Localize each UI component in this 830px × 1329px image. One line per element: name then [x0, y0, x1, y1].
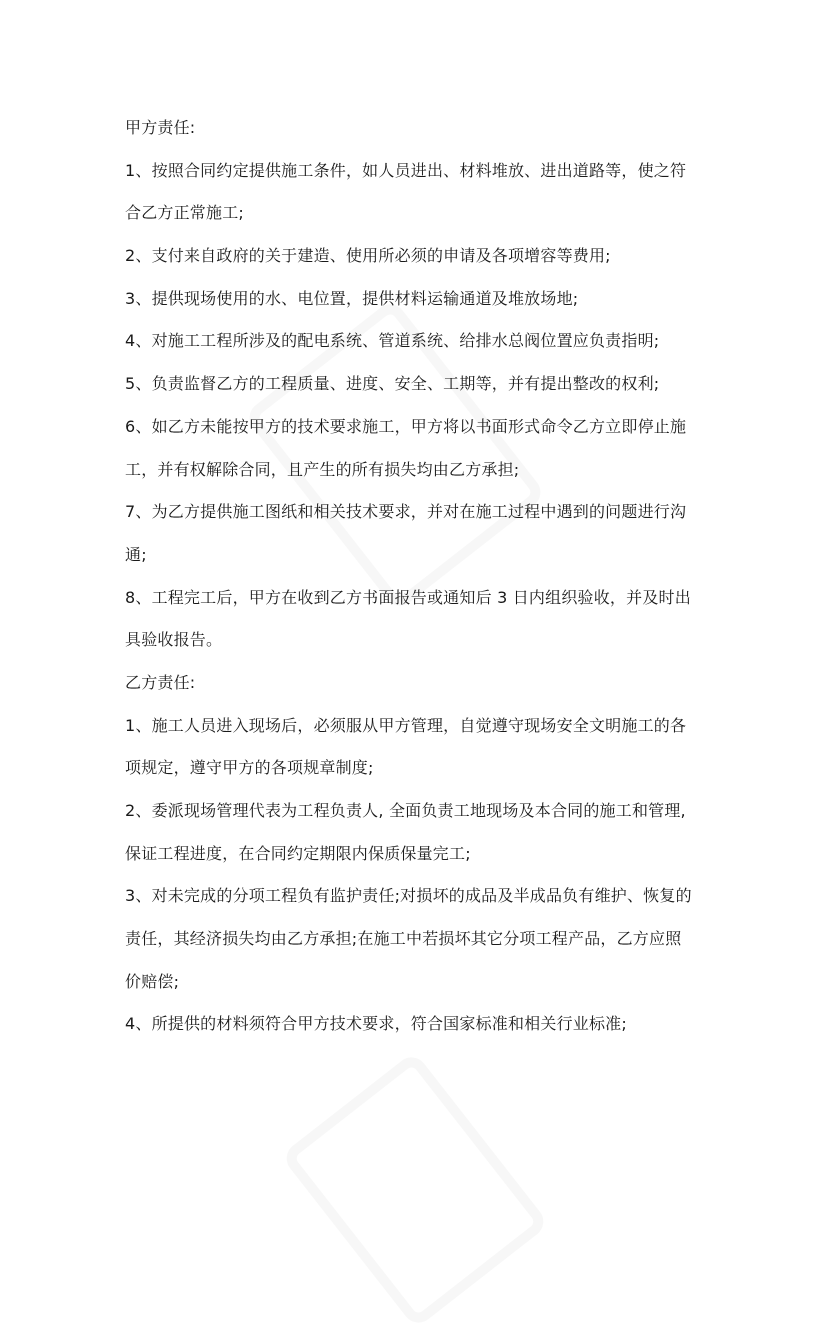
- text-line: 责任，其经济损失均由乙方承担;在施工中若损坏其它分项工程产品，乙方应照: [125, 929, 682, 949]
- text-line: 4、对施工工程所涉及的配电系统、管道系统、给排水总阀位置应负责指明;: [125, 331, 660, 351]
- text-line: 4、所提供的材料须符合甲方技术要求，符合国家标准和相关行业标准;: [125, 1014, 627, 1034]
- text-line: 3、提供现场使用的水、电位置，提供材料运输通道及堆放场地;: [125, 288, 579, 308]
- contract-text: [125, 107, 715, 1046]
- text-line: 3、对未完成的分项工程负有监护责任;对损坏的成品及半成品负有维护、恢复的: [125, 886, 692, 906]
- text-line: 6、如乙方未能按甲方的技术要求施工，甲方将以书面形式命令乙方立即停止施: [125, 416, 687, 436]
- section-heading-party-a: 甲方责任:: [125, 118, 196, 137]
- text-line: 保证工程进度，在合同约定期限内保质保量完工;: [125, 843, 471, 863]
- text-line: 1、施工人员进入现场后，必须服从甲方管理，自觉遵守现场安全文明施工的各: [125, 715, 687, 735]
- text-line: 2、委派现场管理代表为工程负责人, 全面负责工地现场及本合同的施工和管理,: [125, 801, 686, 820]
- text-line: 工，并有权解除合同，且产生的所有损失均由乙方承担;: [125, 459, 520, 479]
- text-line: 1、按照合同约定提供施工条件，如人员进出、材料堆放、进出道路等，使之符: [125, 160, 687, 180]
- section-heading-party-b: 乙方责任:: [125, 672, 196, 692]
- watermark-logo: [280, 1051, 549, 1329]
- text-line: 5、负责监督乙方的工程质量、进度、安全、工期等，并有提出整改的权利;: [125, 374, 660, 394]
- text-line: 7、为乙方提供施工图纸和相关技术要求，并对在施工过程中遇到的问题进行沟: [125, 502, 687, 522]
- text-line: 2、支付来自政府的关于建造、使用所必须的申请及各项增容等费用;: [125, 246, 611, 266]
- text-line: 具验收报告。: [125, 630, 223, 650]
- text-line: 项规定，遵守甲方的各项规章制度;: [125, 758, 374, 778]
- text-line: 合乙方正常施工;: [125, 203, 244, 223]
- text-line: 价赔偿;: [125, 971, 180, 991]
- text-line: 8、工程完工后，甲方在收到乙方书面报告或通知后 3 日内组织验收，并及时出: [125, 587, 691, 607]
- text-line: 通;: [125, 544, 147, 564]
